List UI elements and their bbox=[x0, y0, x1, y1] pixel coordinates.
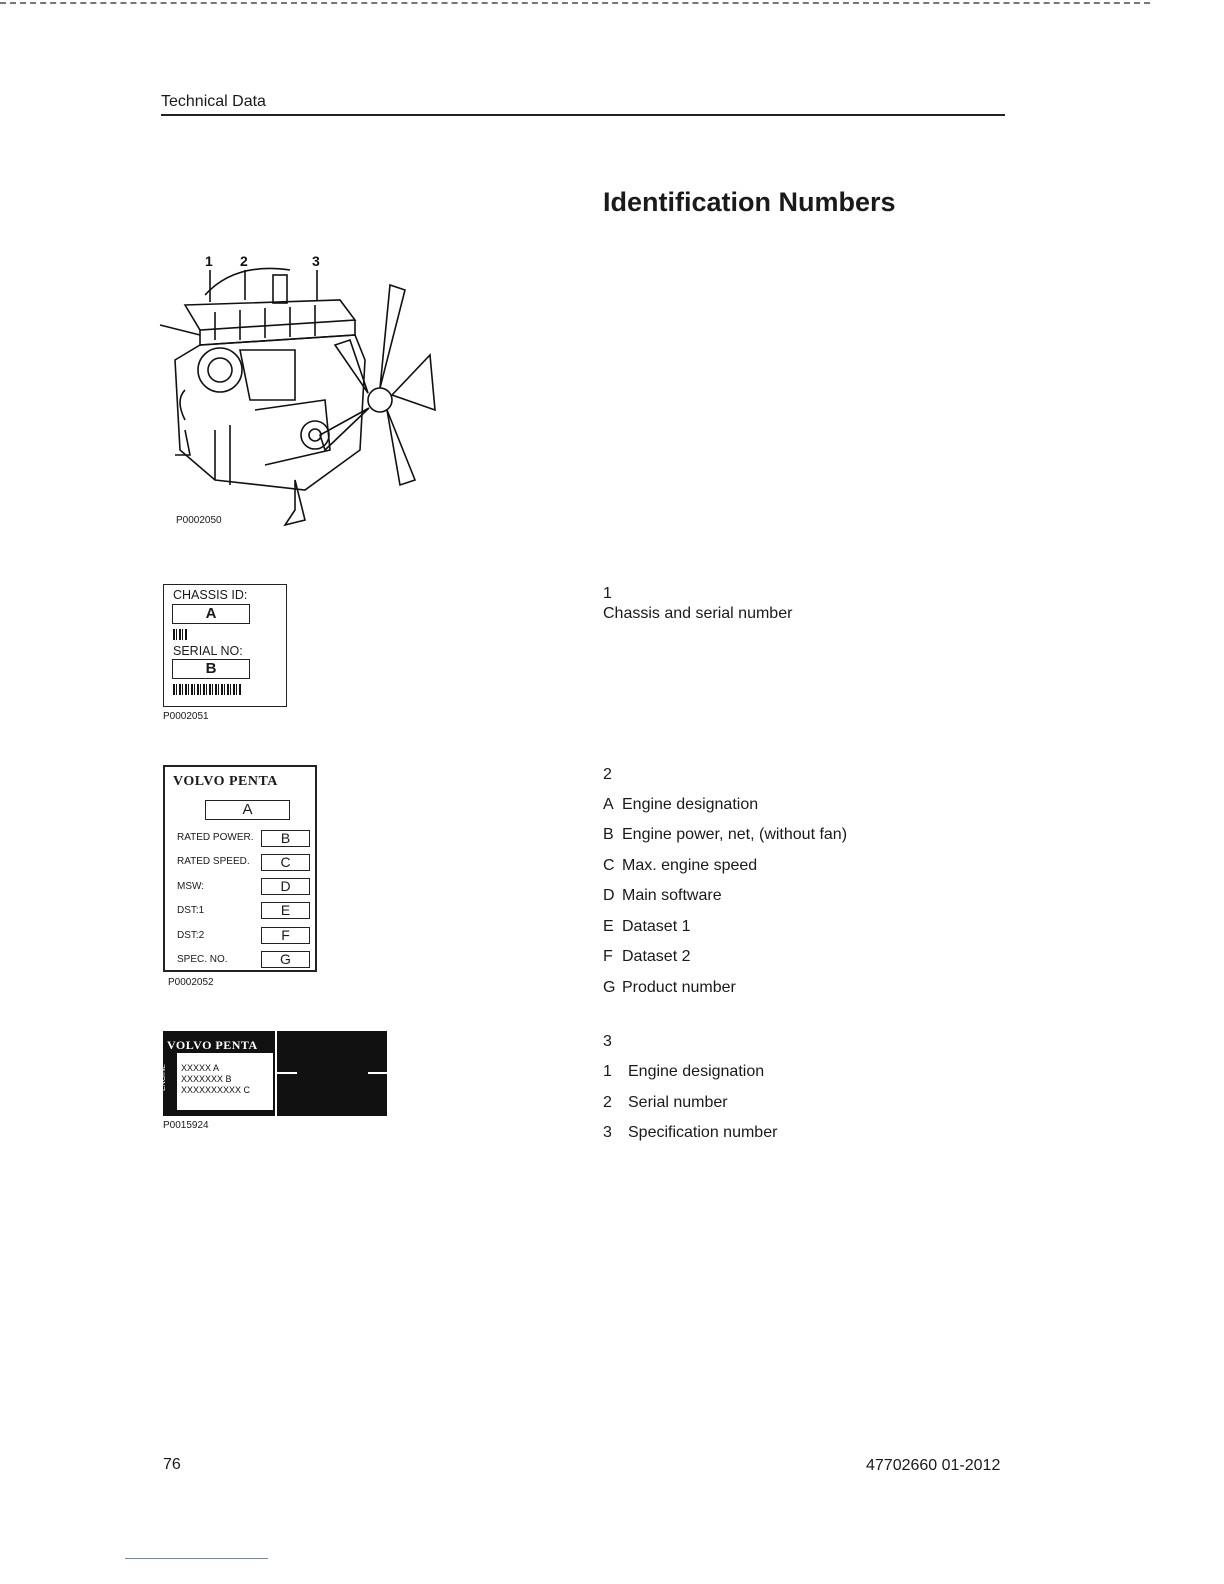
section-3-number: 3 bbox=[603, 1033, 612, 1050]
plate-row-box: D bbox=[261, 878, 310, 895]
header-rule bbox=[161, 114, 1005, 116]
scan-bottom-line bbox=[125, 1558, 268, 1559]
plate-box-a: A bbox=[205, 800, 290, 820]
decal-line: XXXXXXX B bbox=[181, 1074, 232, 1084]
list-item: D Main software bbox=[603, 887, 722, 904]
volvo-penta-logo: VOLVO PENTA bbox=[167, 1038, 258, 1052]
list-item: E Dataset 1 bbox=[603, 918, 691, 935]
plate-row-label: DST:2 bbox=[177, 930, 205, 941]
plate-row-label: RATED POWER. bbox=[177, 832, 254, 843]
section-1-number: 1 bbox=[603, 585, 612, 602]
figure-code: P0002051 bbox=[163, 711, 209, 722]
chassis-label-figure bbox=[163, 584, 287, 707]
barcode-small bbox=[173, 629, 187, 640]
section-1-text: Chassis and serial number bbox=[603, 605, 793, 622]
decal-line: XXXXXXXXXX C bbox=[181, 1085, 251, 1095]
figure-code: P0002050 bbox=[176, 515, 222, 526]
plate-row-label: DST:1 bbox=[177, 905, 205, 916]
figure-code: P0002052 bbox=[168, 977, 214, 988]
serial-no-caption: SERIAL NO: bbox=[173, 644, 243, 658]
plate-row-label: MSW: bbox=[177, 881, 205, 892]
plate-row-box: B bbox=[261, 830, 310, 847]
list-item: C Max. engine speed bbox=[603, 857, 758, 874]
list-item: 3 Specification number bbox=[603, 1124, 778, 1141]
list-item: F Dataset 2 bbox=[603, 948, 691, 965]
list-item: B Engine power, net, (without fan) bbox=[603, 826, 848, 843]
running-header: Technical Data bbox=[161, 93, 266, 110]
chassis-id-caption: CHASSIS ID: bbox=[173, 588, 248, 602]
serial-no-box: B bbox=[172, 659, 250, 679]
list-item: A Engine designation bbox=[603, 796, 759, 813]
decal-cut-line bbox=[368, 1072, 387, 1074]
plate-row-label: RATED SPEED. bbox=[177, 856, 250, 867]
volvo-penta-logo: VOLVO PENTA bbox=[173, 774, 278, 789]
decal-line: XXXXX A bbox=[181, 1063, 220, 1073]
decal-text-panel bbox=[177, 1053, 273, 1110]
engine-decal-figure bbox=[160, 1031, 387, 1116]
decal-cut-line bbox=[277, 1072, 297, 1074]
list-item: G Product number bbox=[603, 979, 736, 996]
barcode-large bbox=[173, 684, 241, 695]
callout-2: 2 bbox=[240, 253, 248, 269]
section-2-number: 2 bbox=[603, 766, 612, 783]
document-code: 47702660 01-2012 bbox=[866, 1457, 1001, 1474]
plate-row-box: E bbox=[261, 902, 310, 919]
engine-illustration bbox=[155, 250, 440, 530]
scan-top-edge bbox=[0, 2, 1150, 4]
plate-row-box: C bbox=[261, 854, 310, 871]
figure-code: P0015924 bbox=[163, 1120, 209, 1131]
plate-row-box: G bbox=[261, 951, 310, 968]
callout-3: 3 bbox=[312, 253, 320, 269]
engine-plate-figure bbox=[163, 765, 317, 972]
page-title: Identification Numbers bbox=[603, 187, 896, 217]
page-number: 76 bbox=[163, 1456, 181, 1473]
chassis-id-box: A bbox=[172, 604, 250, 624]
list-item: 2 Serial number bbox=[603, 1094, 728, 1111]
decal-side-text: ENGINE bbox=[160, 1064, 167, 1091]
list-item: 1 Engine designation bbox=[603, 1063, 765, 1080]
plate-row-box: F bbox=[261, 927, 310, 944]
plate-row-label: SPEC. NO. bbox=[177, 954, 228, 965]
callout-1: 1 bbox=[205, 253, 213, 269]
